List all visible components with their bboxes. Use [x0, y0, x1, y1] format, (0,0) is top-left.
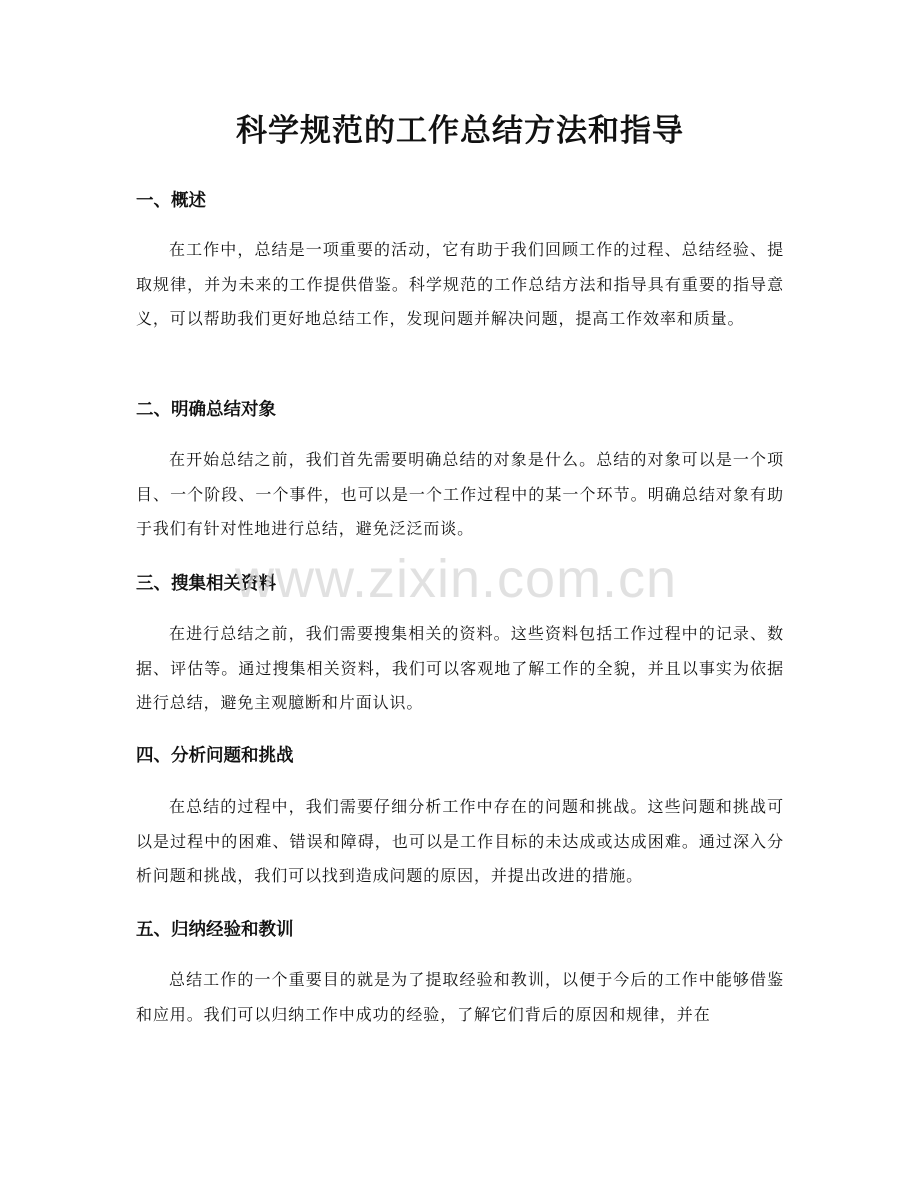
section-heading-overview: 一、概述 — [136, 191, 206, 211]
page-title: 科学规范的工作总结方法和指导 — [236, 113, 684, 149]
section-body-analyze-problems: 在总结的过程中，我们需要仔细分析工作中存在的问题和挑战。这些问题和挑战可以是过程中的困难、错误和障碍，也可以是工作目标的未达成或达成困难。通过深入分析问题和挑战，我们可以找到造成问题的原因，并提出改进的措施。 — [136, 797, 784, 885]
section-body-summarize-lessons: 总结工作的一个重要目的就是为了提取经验和教训，以便于今后的工作中能够借鉴和应用。我们可以归纳工作中成功的经验，了解它们背后的原因和规律，并在 — [136, 970, 784, 1024]
section-heading-define-object: 二、明确总结对象 — [136, 400, 276, 420]
section-body-overview: 在工作中，总结是一项重要的活动，它有助于我们回顾工作的过程、总结经验、提取规律，并为未来的工作提供借鉴。科学规范的工作总结方法和指导具有重要的指导意义，可以帮助我们更好地总结工作，发现问题并解决问题，提高工作效率和质量。 — [136, 240, 784, 328]
section-body-collect-materials: 在进行总结之前，我们需要搜集相关的资料。这些资料包括工作过程中的记录、数据、评估等。通过搜集相关资料，我们可以客观地了解工作的全貌，并且以事实为依据进行总结，避免主观臆断和片面认识。 — [136, 624, 784, 712]
watermark: www.zixin.com.cn — [235, 549, 678, 609]
section-body-define-object: 在开始总结之前，我们首先需要明确总结的对象是什么。总结的对象可以是一个项目、一个阶段、一个事件，也可以是一个工作过程中的某一个环节。明确总结对象有助于我们有针对性地进行总结，避免泛泛而谈。 — [136, 450, 784, 538]
section-heading-analyze-problems: 四、分析问题和挑战 — [136, 746, 294, 766]
section-heading-summarize-lessons: 五、归纳经验和教训 — [136, 920, 294, 940]
section-heading-collect-materials: 三、搜集相关资料 — [136, 574, 276, 594]
